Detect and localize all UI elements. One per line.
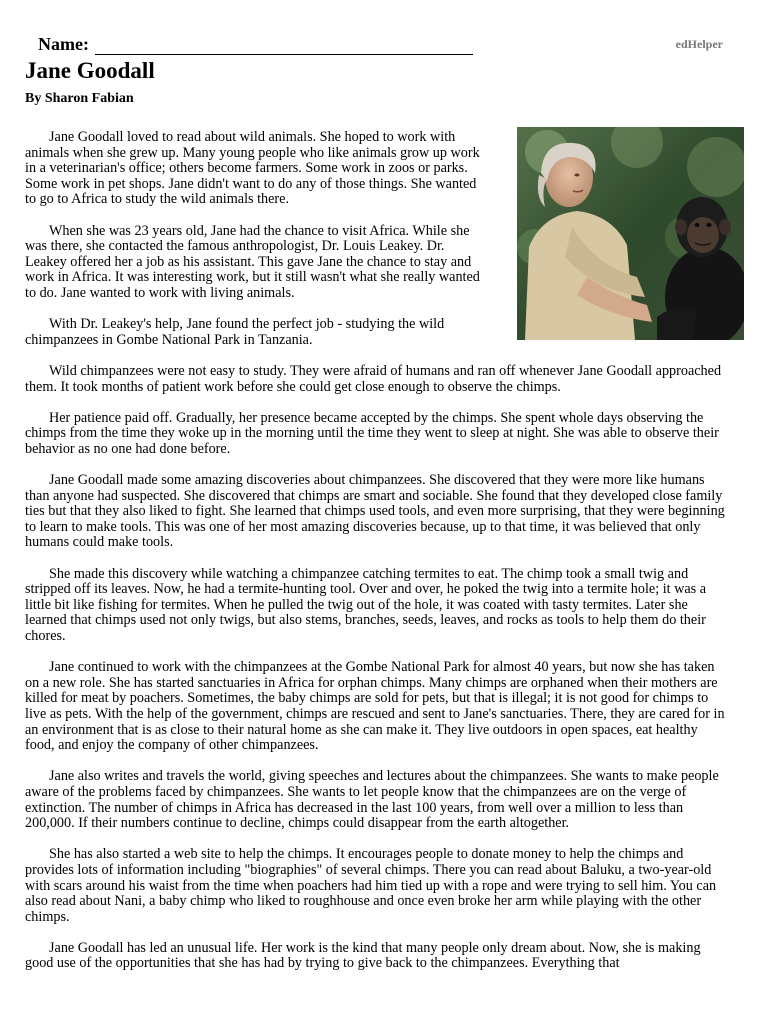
paragraph: Her patience paid off. Gradually, her presence became accepted by the chimps. She spent whole days observing the chimps from the time they woke up in the morning until the time they went to sleep at night. She was able to observe their behavior as no one had done before. <box>25 409 719 457</box>
paragraph: Jane Goodall loved to read about wild animals. She hoped to work with animals when she grew up. Many young people who like animals grow up work in a veterinarian's office; others become farmers. Some work in zoos or parks. Some work in pet shops. Jane didn't want to do any of those things. She wanted to go to Africa to study the wild animals there. <box>25 129 480 208</box>
paragraph: Jane continued to work with the chimpanzees at the Gombe National Park for almost 40 years, but now she has taken on a new role. She has started sanctuaries in Africa for orphan chimps. Many chimps are orphaned when their mothers are killed for meat by poachers. Sometimes, the baby chimps are sold for pets, but that is illegal; it is not good for chimps to live as pets. With the help of the government, chimps are rescued and sent to Jane's sanctuaries. There, they are cared for in an environment that is as close to their natural home as she can make it. They live outdoors in open spaces, eat healthy food, and enjoy the company of other chimpanzees. <box>25 659 725 754</box>
paragraph: With Dr. Leakey's help, Jane found the perfect job - studying the wild chimpanzees in Gombe National Park in Tanzania. <box>25 316 445 348</box>
article-byline: By Sharon Fabian <box>25 91 134 106</box>
brand-label: edHelper <box>675 37 723 51</box>
article-title: Jane Goodall <box>25 58 155 83</box>
paragraph: Wild chimpanzees were not easy to study. They were afraid of humans and ran off whenever Jane Goodall approached them. It took months of patient work before she could get close enough to observe the chimps. <box>25 362 722 395</box>
name-row <box>38 34 473 55</box>
paragraph: Jane Goodall has led an unusual life. Her work is the kind that many people only dream about. Now, she is making good use of the opportunities that she has had by trying to give back to the chimpanzees. Everything that <box>25 939 701 972</box>
paragraph: She made this discovery while watching a chimpanzee catching termites to eat. The chimp took a small twig and stripped off its leaves. Now, he had a termite-hunting tool. Over and over, he poked the twig into a termite hole; it was a little bit like fishing for termites. When he pulled the twig out of the hole, it was coated with tasty termites. Later she learned that chimps used not only twigs, but also stems, branches, seeds, leaves, and rocks as tools to help them do their chores. <box>25 565 707 644</box>
name-blank-line[interactable] <box>95 39 473 55</box>
paragraph: She has also started a web site to help the chimps. It encourages people to donate money to help the chimps and provides lots of information including "biographies" of several chimps. There you can read about Baluku, a two-year-old with scars around his waist from the time when poachers had him tied up with a rope and were trying to sell him. You can also read about Nani, a baby chimp who liked to roughhouse and once even broke her arm while playing with the other chimps. <box>25 846 717 925</box>
paragraph: Jane Goodall made some amazing discoveries about chimpanzees. She discovered that they were more like humans than anyone had suspected. She discovered that chimps are smart and sociable. She found that they developed close family ties but that they also liked to fight. She learned that chimps used tools, and even more surprising, that they were beginning to learn to make tools. This was one of her most amazing discoveries because, up to that time, it was believed that only humans could make tools. <box>25 472 725 551</box>
name-label: Name: <box>38 34 89 54</box>
paragraph: When she was 23 years old, Jane had the chance to visit Africa. While she was there, she contacted the famous anthropologist, Dr. Louis Leakey. Dr. Leakey offered her a job as his assistant. This gave Jane the chance to stay and work in Africa. It was interesting work, but it still wasn't what she really wanted to do. Jane wanted to work with living animals. <box>25 222 480 301</box>
worksheet-header <box>0 0 768 120</box>
article-body <box>25 130 725 988</box>
paragraph: Jane also writes and travels the world, giving speeches and lectures about the chimpanzees. She wants to make people aware of the problems faced by chimpanzees. She wants to let people know that the chimpanzees are on the verge of extinction. The number of chimps in Africa has decreased in the last 100 years, from well over a million to less than 200,000. If their numbers continue to decline, chimps could disappear from the earth altogether. <box>25 768 719 832</box>
